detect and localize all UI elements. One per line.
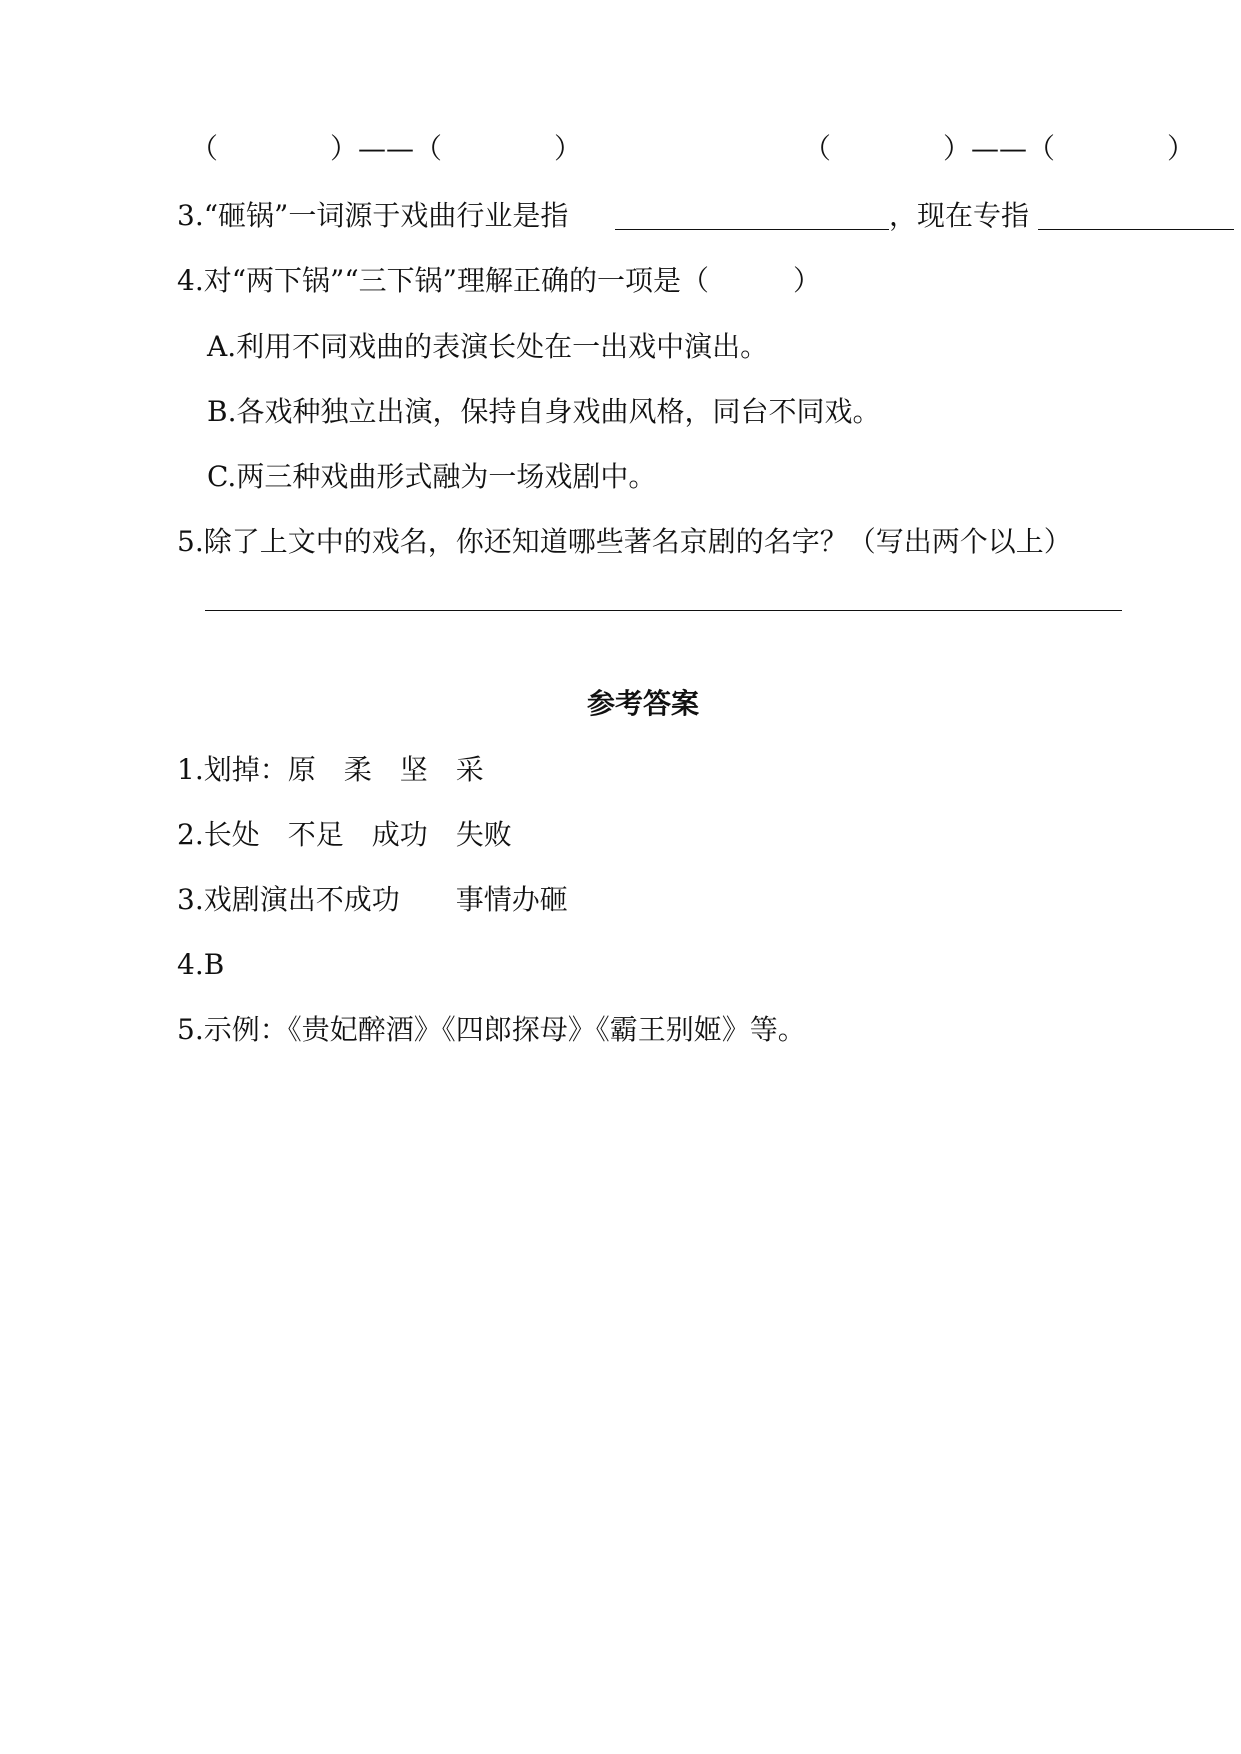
fill-blank-pair-left: （ ）——（ ） xyxy=(190,132,583,165)
answer-key-item-4: 4.B xyxy=(177,948,225,981)
question-3-prefix: 3.“砸锅”一词源于戏曲行业是指 xyxy=(177,199,569,232)
question-5-stem: 5.除了上文中的戏名，你还知道哪些著名京剧的名字？（写出两个以上） xyxy=(177,525,1072,558)
question-4-stem: 4.对“两下锅”“三下锅”理解正确的一项是（ ） xyxy=(177,264,821,297)
question-3-answer-blank-2 xyxy=(1038,229,1234,230)
answer-key-item-2: 2.长处 不足 成功 失败 xyxy=(177,818,512,851)
answer-key-item-5: 5.示例：《贵妃醉酒》《四郎探母》《霸王别姬》等。 xyxy=(177,1013,806,1046)
question-5-answer-line xyxy=(205,610,1122,611)
question-4-option-a: A.利用不同戏曲的表演长处在一出戏中演出。 xyxy=(207,330,769,363)
answer-key-item-1: 1.划掉：原 柔 坚 采 xyxy=(177,753,484,786)
question-3-middle: ，现在专指 xyxy=(889,199,1030,232)
answer-key-title: 参考答案 xyxy=(587,687,700,720)
question-3-answer-blank-1 xyxy=(615,229,889,230)
fill-blank-pair-right: （ ）——（ ） xyxy=(803,132,1196,165)
question-4-option-c: C.两三种戏曲形式融为一场戏剧中。 xyxy=(207,460,657,493)
answer-key-item-3: 3.戏剧演出不成功 事情办砸 xyxy=(177,883,568,916)
question-4-option-b: B.各戏种独立出演，保持自身戏曲风格，同台不同戏。 xyxy=(207,395,881,428)
